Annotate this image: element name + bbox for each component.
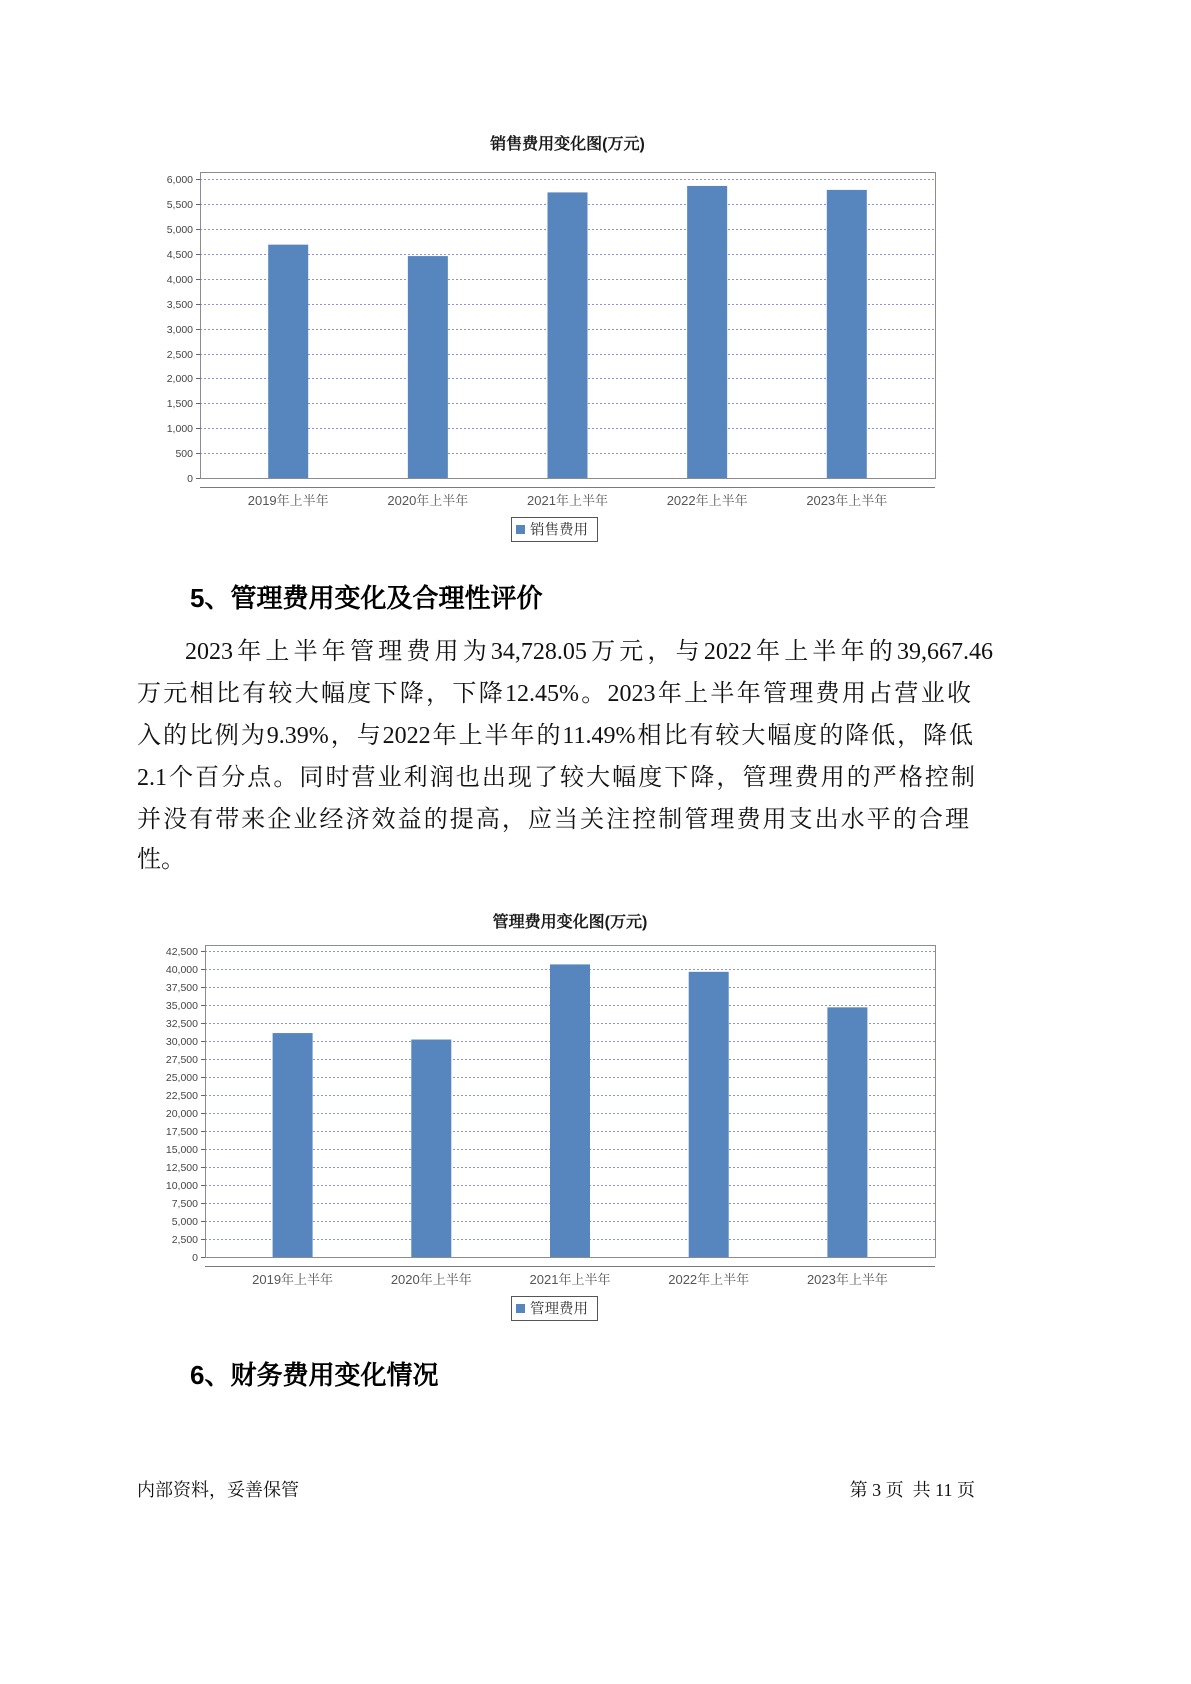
x-tick-label: 2019年上半年 — [247, 493, 329, 508]
y-tick-label: 27,500 — [165, 1054, 198, 1066]
y-tick-label: 500 — [175, 448, 193, 460]
y-tick-label: 5,000 — [171, 1216, 198, 1228]
y-tick-label: 4,000 — [166, 274, 193, 286]
y-tick-label: 32,500 — [165, 1018, 198, 1030]
paragraph-line: 2023年上半年管理费用为34,728.05万元，与2022年上半年的39,667.46 — [185, 639, 993, 665]
chart-bar — [548, 192, 588, 478]
x-tick-label: 2022年上半年 — [668, 1272, 750, 1287]
x-tick-label: 2023年上半年 — [806, 1272, 888, 1287]
x-tick-label: 2023年上半年 — [806, 493, 888, 508]
y-tick-label: 0 — [192, 1252, 198, 1264]
legend-swatch — [516, 1304, 525, 1313]
x-tick-label: 2022年上半年 — [666, 493, 748, 508]
y-tick-label: 5,000 — [166, 224, 193, 236]
footer-confidential-note: 内部资料，妥善保管 — [137, 1480, 299, 1500]
y-tick-label: 25,000 — [165, 1072, 198, 1084]
section-6-heading: 6、财务费用变化情况 — [190, 1360, 439, 1390]
y-tick-label: 10,000 — [165, 1180, 198, 1192]
section-5-heading: 5、管理费用变化及合理性评价 — [190, 583, 543, 613]
y-tick-label: 12,500 — [165, 1162, 198, 1174]
y-tick-label: 5,500 — [166, 199, 193, 211]
chart-bar — [273, 1033, 313, 1257]
paragraph-line: 万元相比有较大幅度下降，下降12.45%。2023年上半年管理费用占营业收 — [137, 681, 971, 707]
chart-bar — [687, 186, 727, 478]
y-tick-label: 3,500 — [166, 299, 193, 311]
y-tick-label: 2,500 — [171, 1234, 198, 1246]
x-tick-label: 2020年上半年 — [387, 493, 469, 508]
y-tick-label: 42,500 — [165, 946, 198, 958]
y-tick-label: 22,500 — [165, 1090, 198, 1102]
chart-bar — [827, 1007, 867, 1257]
y-tick-label: 7,500 — [171, 1198, 198, 1210]
y-tick-label: 1,500 — [166, 398, 193, 410]
y-tick-label: 17,500 — [165, 1126, 198, 1138]
chart-bar — [689, 972, 729, 1257]
sales-expense-chart — [0, 120, 1191, 560]
y-tick-label: 35,000 — [165, 1000, 198, 1012]
legend-swatch — [516, 525, 525, 534]
legend-label: 管理费用 — [530, 1301, 588, 1318]
legend-label: 销售费用 — [530, 522, 588, 539]
chart-bar — [268, 245, 308, 478]
chart-title: 销售费用变化图(万元) — [490, 136, 645, 153]
chart-bar — [550, 964, 590, 1257]
x-tick-label: 2021年上半年 — [529, 1272, 611, 1287]
paragraph-line: 2.1个百分点。同时营业利润也出现了较大幅度下降，管理费用的严格控制 — [137, 765, 975, 791]
y-tick-label: 37,500 — [165, 982, 198, 994]
paragraph-line: 入的比例为9.39%，与2022年上半年的11.49%相比有较大幅度的降低，降低 — [137, 723, 973, 749]
legend — [512, 518, 598, 542]
paragraph-line: 并没有带来企业经济效益的提高，应当关注控制管理费用支出水平的合理 — [137, 807, 969, 833]
footer-page-number: 第 3 页 共 11 页 — [849, 1480, 975, 1500]
admin-expense-chart — [0, 900, 1191, 1340]
legend — [512, 1297, 598, 1321]
y-tick-label: 40,000 — [165, 964, 198, 976]
y-tick-label: 2,500 — [166, 349, 193, 361]
chart-bar — [827, 190, 867, 478]
paragraph-line: 性。 — [137, 847, 185, 873]
y-tick-label: 3,000 — [166, 324, 193, 336]
y-tick-label: 6,000 — [166, 174, 193, 186]
y-tick-label: 0 — [187, 473, 193, 485]
x-tick-label: 2019年上半年 — [252, 1272, 334, 1287]
x-tick-label: 2021年上半年 — [527, 493, 608, 508]
y-tick-label: 4,500 — [166, 249, 193, 261]
chart-title: 管理费用变化图(万元) — [492, 914, 648, 931]
x-tick-label: 2020年上半年 — [390, 1272, 472, 1287]
y-tick-label: 30,000 — [165, 1036, 198, 1048]
chart-bar — [411, 1040, 451, 1257]
y-tick-label: 1,000 — [166, 423, 193, 435]
y-tick-label: 15,000 — [165, 1144, 198, 1156]
chart-bar — [408, 256, 448, 478]
y-tick-label: 2,000 — [166, 373, 193, 385]
y-tick-label: 20,000 — [165, 1108, 198, 1120]
